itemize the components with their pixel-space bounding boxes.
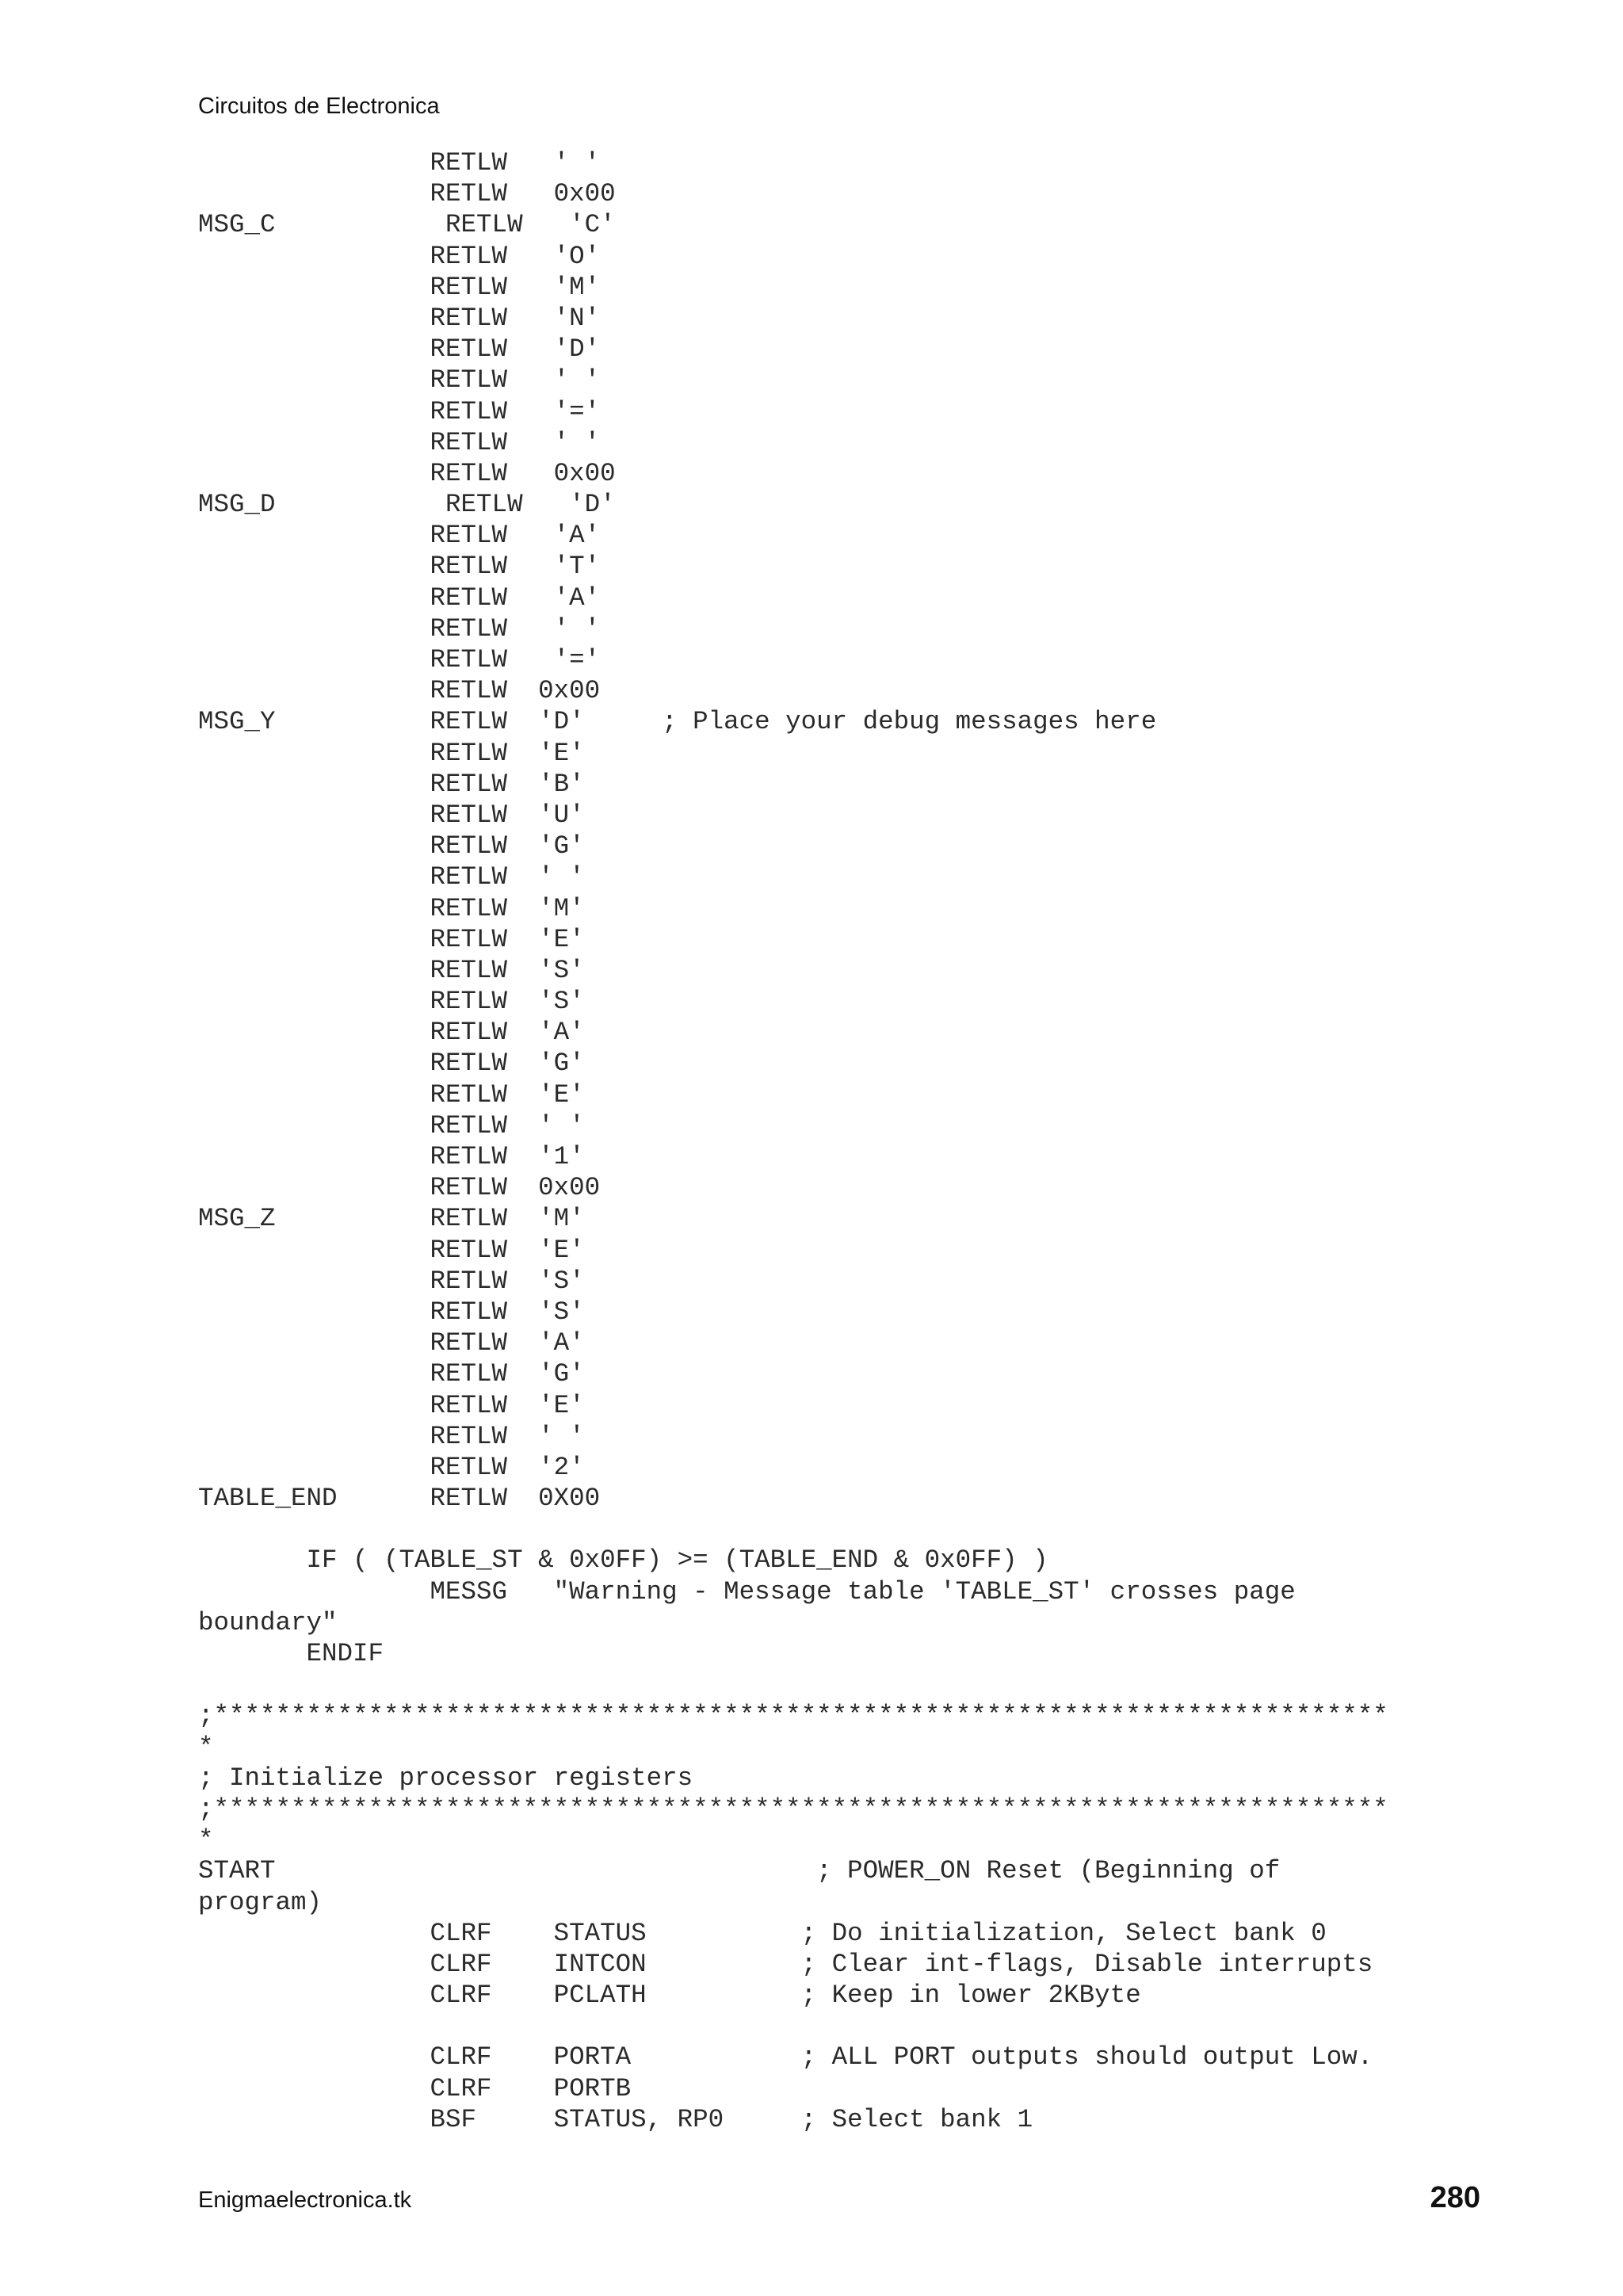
code-line: RETLW 'M' [198, 893, 585, 923]
code-line: RETLW 'A' [198, 1328, 585, 1358]
code-line: RETLW 'G' [198, 1049, 585, 1079]
code-line: ; Initialize processor registers [198, 1763, 693, 1793]
code-line: RETLW 'S' [198, 955, 585, 985]
code-line: CLRF PCLATH ; Keep in lower 2KByte [198, 1981, 1141, 2011]
code-line: START ; POWER_ON Reset (Beginning of [198, 1856, 1281, 1886]
code-line: RETLW ' ' [198, 613, 601, 644]
code-line: TABLE_END RETLW 0X00 [198, 1484, 601, 1514]
code-line: RETLW 'E' [198, 1235, 585, 1265]
code-line [198, 2011, 1388, 2042]
code-line: MSG_C RETLW 'C' [198, 210, 616, 240]
code-line: CLRF STATUS ; Do initialization, Select bank 0 [198, 1918, 1327, 1948]
code-line: RETLW ' ' [198, 365, 601, 395]
code-line: ;**************************************************************************** [198, 1701, 1388, 1731]
code-line: RETLW 'G' [198, 1359, 585, 1389]
code-line: * [198, 1732, 214, 1762]
code-line: CLRF PORTB [198, 2073, 632, 2103]
code-line: RETLW 'S' [198, 1266, 585, 1296]
code-line: RETLW 'D' [198, 334, 601, 365]
code-line: RETLW 'E' [198, 1079, 585, 1110]
code-line: RETLW 'U' [198, 800, 585, 830]
code-line: RETLW 'E' [198, 738, 585, 768]
code-line: RETLW 0x00 [198, 179, 616, 209]
code-line: ENDIF [198, 1639, 384, 1668]
code-line: RETLW 'B' [198, 769, 585, 799]
code-line: RETLW ' ' [198, 427, 601, 457]
code-line: RETLW ' ' [198, 862, 585, 892]
code-line: IF ( (TABLE_ST & 0x0FF) >= (TABLE_END & 0x0FF) ) [198, 1545, 1048, 1576]
code-line: CLRF INTCON ; Clear int-flags, Disable interrupts [198, 1949, 1373, 1979]
code-line: RETLW '2' [198, 1452, 585, 1482]
code-line: MSG_Z RETLW 'M' [198, 1204, 585, 1234]
code-line: RETLW '=' [198, 645, 601, 674]
code-line: RETLW ' ' [198, 1421, 585, 1451]
code-line: RETLW 0x00 [198, 1173, 601, 1203]
code-line: RETLW 'G' [198, 831, 585, 861]
code-line: boundary" [198, 1607, 338, 1637]
page-number: 280 [1430, 2181, 1480, 2214]
code-line: RETLW '1' [198, 1142, 585, 1171]
code-line: RETLW 0x00 [198, 676, 601, 706]
code-line: RETLW ' ' [198, 1110, 585, 1140]
code-line: CLRF PORTA ; ALL PORT outputs should output Low. [198, 2042, 1373, 2073]
code-line: RETLW 'S' [198, 1297, 585, 1327]
code-line [198, 1669, 1388, 1700]
code-line: program) [198, 1887, 323, 1917]
code-line: RETLW 'N' [198, 303, 601, 333]
code-line: RETLW 'E' [198, 924, 585, 954]
page-header-title: Circuitos de Electronica [198, 94, 440, 119]
code-line: RETLW '=' [198, 396, 601, 426]
code-line: RETLW 'M' [198, 272, 601, 302]
code-line: RETLW ' ' [198, 148, 601, 178]
code-line: MSG_Y RETLW 'D' ; Place your debug messages here [198, 707, 1157, 737]
code-line: RETLW 'O' [198, 241, 601, 271]
footer-site: Enigmaelectronica.tk [198, 2187, 412, 2213]
code-line: RETLW 'S' [198, 987, 585, 1017]
code-line: RETLW 'A' [198, 1018, 585, 1048]
code-line: RETLW 'A' [198, 521, 601, 551]
code-line: * [198, 1825, 214, 1855]
code-listing [198, 147, 1388, 2135]
code-line: BSF STATUS, RP0 ; Select bank 1 [198, 2104, 1033, 2134]
code-line: MESSG "Warning - Message table 'TABLE_ST' crosses page [198, 1576, 1296, 1606]
code-line [198, 1514, 1388, 1545]
code-line: ;**************************************************************************** [198, 1794, 1388, 1824]
code-line: RETLW 'A' [198, 583, 601, 613]
code-line: RETLW 0x00 [198, 458, 616, 488]
code-line: RETLW 'T' [198, 552, 601, 582]
code-line: RETLW 'E' [198, 1390, 585, 1420]
code-line: MSG_D RETLW 'D' [198, 490, 616, 520]
